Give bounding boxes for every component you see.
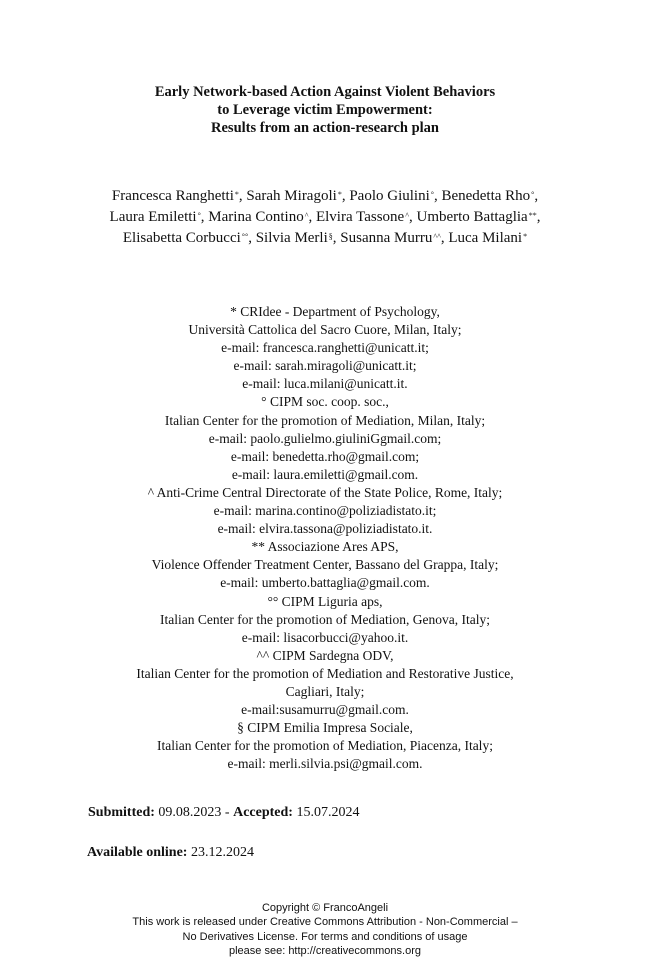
affiliation-line: Italian Center for the promotion of Mediation and Restorative Justice, xyxy=(136,665,514,681)
affiliation-line: e-mail:susamurru@gmail.com. xyxy=(241,702,409,718)
author-separator: , xyxy=(408,209,417,225)
affiliation-mark: ° xyxy=(197,211,201,220)
title-line: to Leverage victim Empowerment: xyxy=(217,102,433,118)
author-separator: , xyxy=(238,188,247,204)
affiliation-line: ** Associazione Ares APS, xyxy=(251,539,399,555)
license-link-line: please see: http://creativecommons.org xyxy=(229,944,421,957)
affiliation-line: e-mail: lisacorbucci@yahoo.it. xyxy=(241,629,409,645)
author-separator: , xyxy=(200,209,209,225)
affiliation-line: e-mail: luca.milani@unicatt.it. xyxy=(242,376,408,392)
affiliation-line: e-mail: benedetta.rho@gmail.com; xyxy=(230,448,420,464)
affiliation-mark: ^^ xyxy=(433,232,441,241)
author-name: Sarah Miragoli xyxy=(246,188,337,204)
license-line: This work is released under Creative Commons Attribution - Non-Commercial – xyxy=(132,916,518,929)
author-name: Laura Emiletti xyxy=(109,209,197,225)
affiliation-mark: ^ xyxy=(405,211,409,220)
accepted-label: Accepted: xyxy=(233,805,293,820)
online-date-value: 23.12.2024 xyxy=(190,845,254,860)
affiliation-line: ^^ CIPM Sardegna ODV, xyxy=(256,647,394,663)
author-list xyxy=(0,186,650,249)
affiliation-line: e-mail: elvira.tassona@poliziadistato.it. xyxy=(217,521,433,537)
affiliation-line: °° CIPM Liguria aps, xyxy=(267,593,383,609)
affiliation-line: Violence Offender Treatment Center, Bassano del Grappa, Italy; xyxy=(151,557,499,573)
affiliation-mark: * xyxy=(234,190,239,199)
author-separator: , xyxy=(248,230,256,246)
author-separator: , xyxy=(332,230,341,246)
author-name: Marina Contino xyxy=(208,209,304,225)
author-name: Luca Milani xyxy=(448,230,523,246)
affiliation-line: e-mail: merli.silvia.psi@gmail.com. xyxy=(227,756,423,772)
author-separator: , xyxy=(308,209,316,225)
author-name: Umberto Battaglia xyxy=(416,209,528,225)
date-separator: - xyxy=(224,805,230,820)
affiliation-line: Università Cattolica del Sacro Cuore, Milan, Italy; xyxy=(188,322,462,338)
copyright-line: Copyright © FrancoAngeli xyxy=(261,902,389,914)
affiliation-line: * CRIdee - Department of Psychology, xyxy=(230,304,440,319)
affiliation-mark: * xyxy=(523,232,528,241)
author-name: Susanna Murru xyxy=(340,230,433,246)
author-separator: , xyxy=(433,188,442,204)
affiliation-line: e-mail: sarah.miragoli@unicatt.it; xyxy=(233,358,417,374)
affiliation-mark: § xyxy=(328,232,333,241)
affiliation-mark: ° xyxy=(430,190,434,199)
accepted-date: 15.07.2024 xyxy=(296,805,360,820)
title-line: Results from an action-research plan xyxy=(211,120,439,136)
author-line xyxy=(0,207,650,228)
author-line xyxy=(0,228,650,249)
paper-title xyxy=(0,83,650,137)
author-name: Elvira Tassone xyxy=(315,209,405,225)
author-separator: , xyxy=(440,230,449,246)
author-separator: , xyxy=(536,209,541,225)
author-line xyxy=(0,186,650,207)
author-separator: , xyxy=(341,188,350,204)
submitted-date: 09.08.2023 xyxy=(158,805,222,820)
affiliation-line: § CIPM Emilia Impresa Sociale, xyxy=(237,720,413,736)
submitted-label: Submitted: xyxy=(88,805,155,820)
affiliation-line: e-mail: paolo.gulielmo.giuliniGgmail.com; xyxy=(208,430,442,446)
online-date xyxy=(87,845,254,861)
affiliation-line: ° CIPM soc. coop. soc., xyxy=(261,394,389,410)
affiliation-line: Italian Center for the promotion of Mediation, Genova, Italy; xyxy=(160,611,490,627)
affiliation-line: e-mail: umberto.battaglia@gmail.com. xyxy=(220,575,430,591)
author-name: Elisabetta Corbucci xyxy=(122,230,241,246)
affiliation-mark: ^ xyxy=(304,211,309,220)
copyright-notice xyxy=(0,901,650,958)
affiliation-line: Cagliari, Italy; xyxy=(285,683,365,699)
submission-dates xyxy=(88,805,359,821)
affiliation-line: e-mail: marina.contino@poliziadistato.it; xyxy=(213,503,437,519)
affiliation-mark: ° xyxy=(531,190,535,199)
affiliation-line: e-mail: laura.emiletti@gmail.com. xyxy=(231,466,419,482)
affiliation-list xyxy=(0,303,650,773)
affiliation-mark: ** xyxy=(528,211,537,220)
affiliation-line: Italian Center for the promotion of Mediation, Milan, Italy; xyxy=(164,412,486,428)
affiliation-line: ^ Anti-Crime Central Directorate of the State Police, Rome, Italy; xyxy=(147,484,503,500)
author-separator: , xyxy=(534,188,539,204)
author-name: Benedetta Rho xyxy=(441,188,531,204)
affiliation-line: Italian Center for the promotion of Mediation, Piacenza, Italy; xyxy=(157,738,493,754)
author-name: Francesca Ranghetti xyxy=(111,188,234,204)
affiliation-mark: * xyxy=(337,190,342,199)
license-line: No Derivatives License. For terms and conditions of usage xyxy=(182,930,468,943)
affiliation-mark: °° xyxy=(241,232,249,241)
online-label: Available online: xyxy=(87,845,188,860)
author-name: Silvia Merli xyxy=(255,230,328,246)
title-line: Early Network-based Action Against Violent Behaviors xyxy=(154,84,496,100)
affiliation-line: e-mail: francesca.ranghetti@unicatt.it; xyxy=(221,340,429,356)
author-name: Paolo Giulini xyxy=(349,188,430,204)
